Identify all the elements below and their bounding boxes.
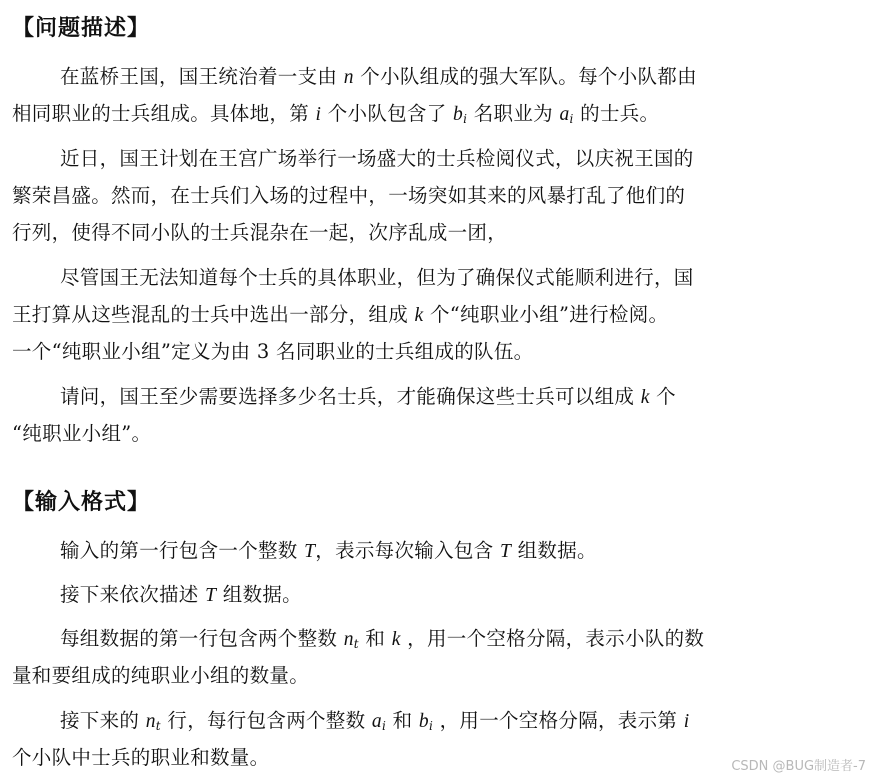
problem-p2-line1: 近日，国王计划在王宫广场举行一场盛大的士兵检阅仪式，以庆祝王国的	[60, 147, 694, 170]
problem-p3-line3: 一个“纯职业小组”定义为由 3 名同职业的士兵组成的队伍。	[12, 340, 534, 363]
problem-p3-line2: 王打算从这些混乱的士兵中选出一部分，组成 k 个“纯职业小组”进行检阅。	[12, 303, 669, 326]
problem-p4-line2: “纯职业小组”。	[12, 422, 152, 445]
problem-p1-line2: 相同职业的士兵组成。具体地，第 i 个小队包含了 $b_i$ 名职业为 $a_i$ 的士兵。	[12, 102, 660, 126]
csdn-watermark: CSDN @BUG制造者-7	[731, 759, 866, 774]
problem-p1-line1: 在蓝桥王国，国王统治着一支由 n 个小队组成的强大军队。每个小队都由	[60, 65, 697, 88]
problem-description-heading: 【问题描述】	[12, 16, 151, 41]
input-p4-line1: 接下来的 $n_t$ 行，每行包含两个整数 $a_i$ 和 $b_i$ ，用一个空格分隔，表示第 i	[60, 709, 690, 733]
problem-p4-line1: 请问，国王至少需要选择多少名士兵，才能确保这些士兵可以组成 k 个	[60, 385, 676, 408]
input-p2-line1: 接下来依次描述 T 组数据。	[60, 583, 302, 606]
input-p4-line2: 个小队中士兵的职业和数量。	[12, 746, 270, 769]
input-p3-line1: 每组数据的第一行包含两个整数 $n_t$ 和 k ，用一个空格分隔，表示小队的数	[60, 627, 705, 651]
input-p3-line2: 量和要组成的纯职业小组的数量。	[12, 664, 310, 687]
problem-p3-line1: 尽管国王无法知道每个士兵的具体职业，但为了确保仪式能顺利进行，国	[60, 266, 694, 289]
problem-p2-line2: 繁荣昌盛。然而，在士兵们入场的过程中，一场突如其来的风暴打乱了他们的	[12, 184, 686, 207]
problem-p2-line3: 行列，使得不同小队的士兵混杂在一起，次序乱成一团，	[12, 221, 508, 244]
input-p1-line1: 输入的第一行包含一个整数 T，表示每次输入包含 T 组数据。	[60, 539, 597, 562]
input-format-heading: 【输入格式】	[12, 490, 151, 515]
